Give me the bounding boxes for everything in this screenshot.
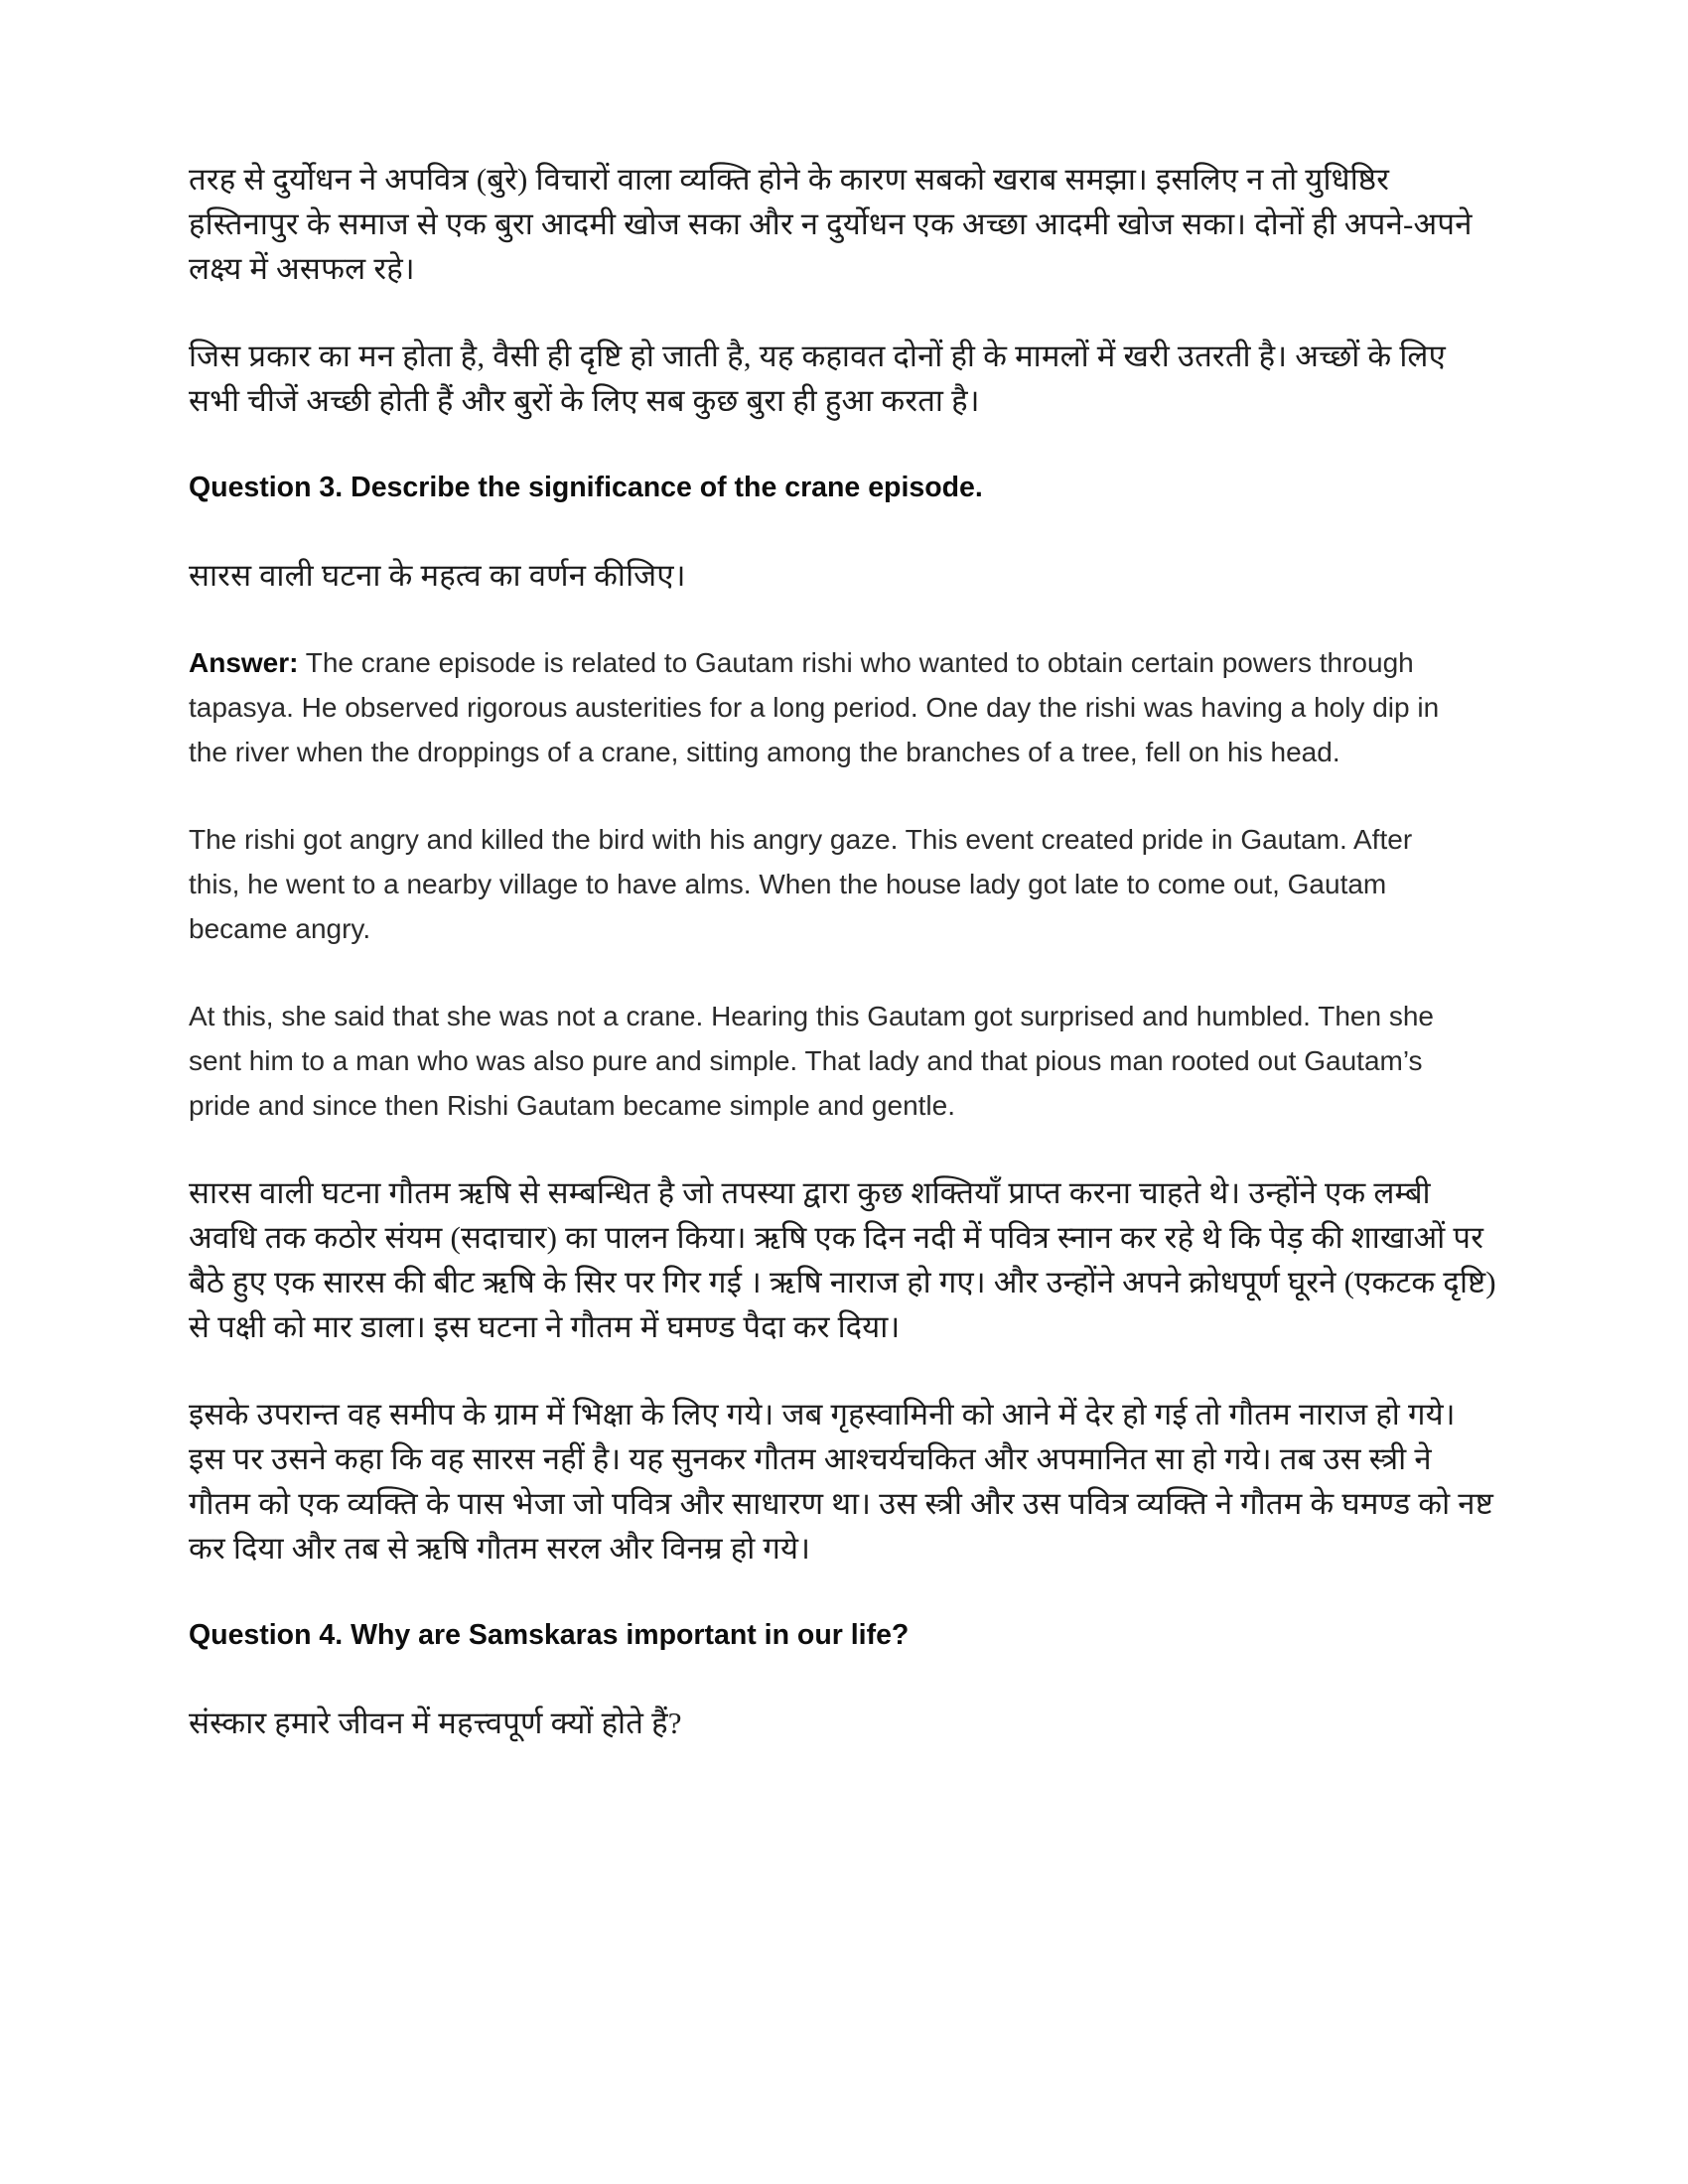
question-3-hindi-translation: सारस वाली घटना के महत्व का वर्णन कीजिए।: [189, 558, 686, 593]
page-content: [189, 157, 1497, 1788]
answer-paragraph-1-text: The crane episode is related to Gautam rishi who wanted to obtain certain powers through tapasya. He observed rigorous austerities for a long period. One day the rishi was having a holy dip in the river when the droppings of a crane, sitting among the branches of a tree, fell on his head.: [189, 647, 1440, 767]
question-3-heading: Question 3. Describe the significance of the crane episode.: [189, 472, 983, 503]
hindi-answer-paragraph-1: सारस वाली घटना गौतम ऋषि से सम्बन्धित है जो तपस्या द्वारा कुछ शक्तियाँ प्राप्त करना चाहते थे। उन्होंने एक लम्बी अवधि तक कठोर संयम (सदाचार) का पालन किया। ऋषि एक दिन नदी में पवित्र स्नान कर रहे थे कि पेड़ की शाखाओं पर बैठे हुए एक सारस की बीट ऋषि के सिर पर गिर गई । ऋषि नाराज हो गए। और उन्होंने अपने क्रोधपूर्ण घूरने (एकटक दृष्टि) से पक्षी को मार डाला। इस घटना ने गौतम में घमण्ड पैदा कर दिया।: [189, 1175, 1496, 1344]
question-4-hindi-translation: संस्कार हमारे जीवन में महत्त्वपूर्ण क्यों होते हैं?: [189, 1706, 682, 1740]
question-4-heading: Question 4. Why are Samskaras important in our life?: [189, 1619, 910, 1651]
hindi-paragraph-duryodhan-conclusion: तरह से दुर्योधन ने अपवित्र (बुरे) विचारों वाला व्यक्ति होने के कारण सबको खराब समझा। इसलिए न तो युधिष्ठिर हस्तिनापुर के समाज से एक बुरा आदमी खोज सका और न दुर्योधन एक अच्छा आदमी खोज सका। दोनों ही अपने-अपने लक्ष्य में असफल रहे।: [189, 162, 1473, 286]
hindi-paragraph-moral: जिस प्रकार का मन होता है, वैसी ही दृष्टि हो जाती है, यह कहावत दोनों ही के मामलों में खरी उतरती है। अच्छों के लिए सभी चीजें अच्छी होती हैं और बुरों के लिए सब कुछ बुरा ही हुआ करता है।: [189, 339, 1446, 418]
answer-paragraph-2: The rishi got angry and killed the bird with his angry gaze. This event created pride in Gautam. After this, he went to a nearby village to have alms. When the house lady got late to come out, Gautam became angry.: [189, 824, 1413, 944]
answer-paragraph-1: [189, 640, 1460, 774]
answer-paragraph-3: At this, she said that she was not a crane. Hearing this Gautam got surprised and humbled. Then she sent him to a man who was also pure and simple. That lady and that pious man rooted out Gautam’s pride and since then Rishi Gautam became simple and gentle.: [189, 1001, 1434, 1121]
hindi-answer-paragraph-2: इसके उपरान्त वह समीप के ग्राम में भिक्षा के लिए गये। जब गृहस्वामिनी को आने में देर हो गई तो गौतम नाराज हो गये। इस पर उसने कहा कि वह सारस नहीं है। यह सुनकर गौतम आश्चर्यचकित और अपमानित सा हो गये। तब उस स्त्री ने गौतम को एक व्यक्ति के पास भेजा जो पवित्र और साधारण था। उस स्त्री और उस पवित्र व्यक्ति ने गौतम के घमण्ड को नष्ट कर दिया और तब से ऋषि गौतम सरल और विनम्र हो गये।: [189, 1397, 1493, 1566]
answer-label: Answer:: [189, 647, 299, 678]
